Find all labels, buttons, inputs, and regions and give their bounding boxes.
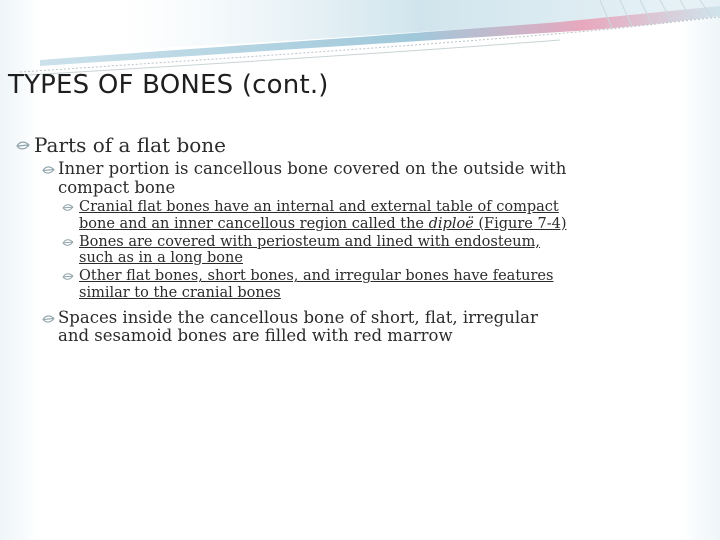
- bullet-cranial-flat-bones[interactable]: [60, 199, 574, 231]
- figure-reference: (Figure 7-4): [473, 215, 567, 232]
- bullet-parts-of-flat-bone: [14, 134, 574, 156]
- bullet-link-text: Other flat bones, short bones, and irregular bones have features similar to the cranial bones: [79, 268, 554, 301]
- leaf-bullet-icon: [42, 165, 55, 175]
- bullet-text: Parts of a flat bone: [34, 133, 227, 157]
- leaf-bullet-icon: [16, 140, 30, 151]
- bullet-text: Inner portion is cancellous bone covered on the outside with compact bone: [58, 159, 567, 197]
- bullet-text: Spaces inside the cancellous bone of short, flat, irregular and sesamoid bones are filled with red marrow: [58, 307, 538, 346]
- leaf-bullet-icon: [62, 272, 74, 281]
- leaf-bullet-icon: [62, 238, 74, 247]
- diploe-term: diploë: [428, 215, 474, 232]
- bullet-periosteum[interactable]: [60, 234, 574, 266]
- bullet-link-text: Bones are covered with periosteum and lined with endosteum, such as in a long bone: [79, 233, 540, 267]
- bullet-inner-portion: [40, 160, 574, 197]
- bullet-other-flat-bones[interactable]: [60, 268, 574, 300]
- slide-title: TYPES OF BONES (cont.): [8, 70, 329, 100]
- slide-body: [14, 134, 574, 346]
- bullet-spaces-red-marrow: [40, 309, 574, 346]
- bullet-link-text: Cranial flat bones have an internal and external table of compact bone and an inner cancellous region called the: [79, 199, 559, 232]
- leaf-bullet-icon: [42, 314, 55, 324]
- leaf-bullet-icon: [62, 203, 74, 212]
- header-swoosh-banner: [0, 0, 720, 80]
